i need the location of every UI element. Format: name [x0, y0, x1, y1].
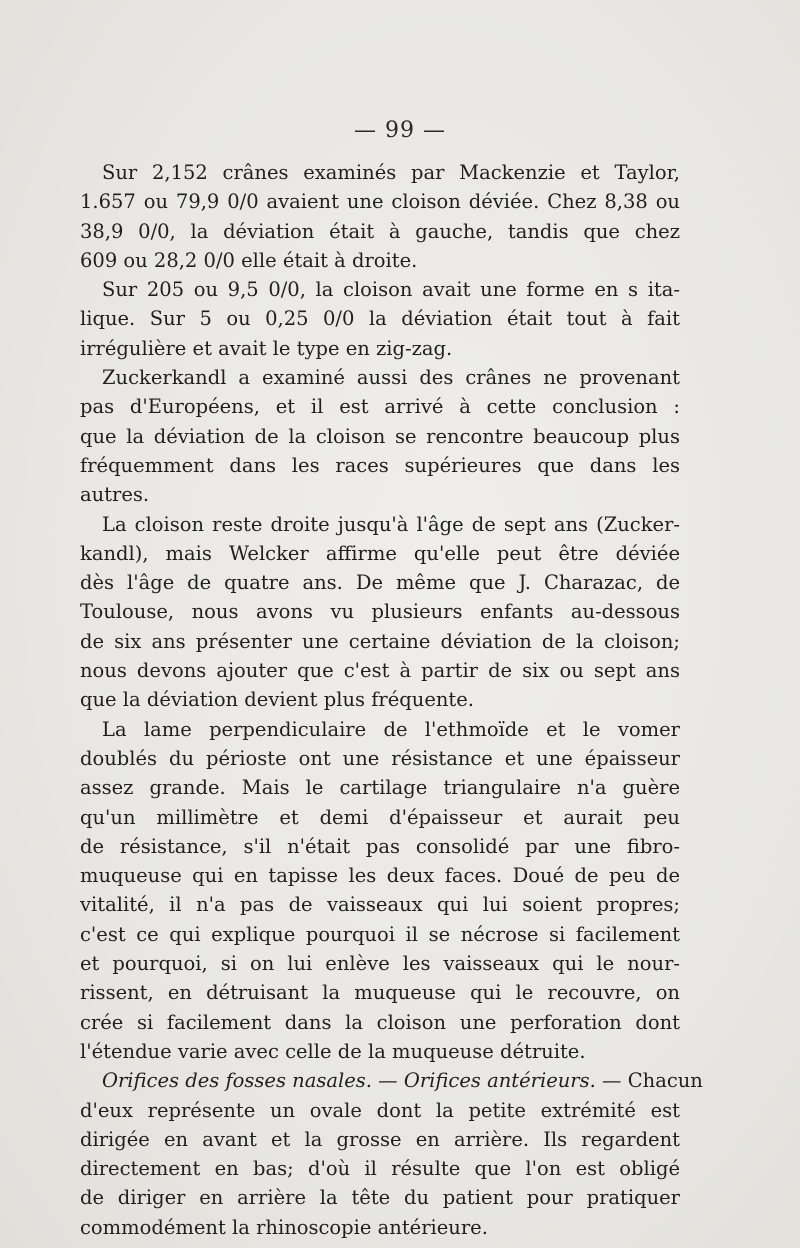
line-text: — Chacun: [595, 1069, 703, 1093]
text-line: [80, 597, 680, 626]
line-text: commodément la rhinoscopie antérieure.: [80, 1215, 488, 1239]
page-number: — 99 —: [354, 118, 446, 143]
line-text: kandl), mais Welcker affirme qu'elle peut être déviée: [80, 541, 680, 565]
text-line: [80, 334, 680, 363]
line-text: Zuckerkandl a examiné aussi des crânes ne provenant: [102, 366, 680, 390]
text-line: [80, 1008, 680, 1037]
text-line: [80, 392, 680, 421]
line-text: lique. Sur 5 ou 0,25 0/0 la déviation était tout à fait: [80, 307, 680, 331]
line-text: autres.: [80, 483, 150, 507]
line-text: assez grande. Mais le cartilage triangulaire n'a guère: [80, 776, 680, 800]
text-line: [80, 1066, 703, 1095]
text-line: [80, 187, 680, 216]
text-line: [80, 832, 680, 861]
line-text: 38,9 0/0, la déviation était à gauche, tandis que chez: [80, 219, 680, 243]
line-text: fréquemment dans les races supérieures que dans les: [80, 453, 680, 477]
text-line: [80, 949, 680, 978]
text-line: [80, 920, 680, 949]
line-text: 1.657 ou 79,9 0/0 avaient une cloison déviée. Chez 8,38 ou: [80, 190, 680, 214]
line-text: irrégulière et avait le type en zig-zag.: [80, 336, 453, 360]
line-text: de six ans présenter une certaine déviation de la cloison;: [80, 629, 680, 653]
line-text: nous devons ajouter que c'est à partir de six ou sept ans: [80, 659, 680, 683]
line-text: qu'un millimètre et demi d'épaisseur et aurait peu: [80, 805, 680, 829]
text-line: [80, 803, 680, 832]
line-text: de résistance, s'il n'était pas consolidé par une fibro-: [80, 834, 680, 858]
line-text: crée si facilement dans la cloison une perforation dont: [80, 1010, 680, 1034]
text-line: [80, 363, 680, 392]
line-text: que la déviation de la cloison se rencontre beaucoup plus: [80, 424, 680, 448]
line-text: c'est ce qui explique pourquoi il se nécrose si facilement: [80, 922, 680, 946]
line-text: muqueuse qui en tapisse les deux faces. Doué de peu de: [80, 864, 680, 888]
text-line: [80, 510, 680, 539]
text-line: [80, 773, 680, 802]
text-line: [80, 978, 680, 1007]
line-text: directement en bas; d'où il résulte que l'on est obligé: [80, 1157, 680, 1181]
line-text: Sur 205 ou 9,5 0/0, la cloison avait une forme en s ita-: [102, 278, 680, 302]
text-line: [80, 246, 680, 275]
line-text: 609 ou 28,2 0/0 elle était à droite.: [80, 248, 418, 272]
line-text: Toulouse, nous avons vu plusieurs enfants au-dessous: [80, 600, 680, 624]
line-text: rissent, en détruisant la muqueuse qui le recouvre, on: [80, 981, 680, 1005]
line-text: et pourquoi, si on lui enlève les vaisseaux qui le nour-: [80, 952, 680, 976]
text-line: [80, 1213, 680, 1242]
line-text: d'eux représente un ovale dont la petite extrémité est: [80, 1098, 680, 1122]
text-line: [80, 217, 680, 246]
text-line: [80, 1154, 680, 1183]
text-line: [80, 275, 680, 304]
text-line: [80, 568, 680, 597]
text-line: [80, 1125, 680, 1154]
text-line: [80, 627, 680, 656]
text-line: [80, 158, 680, 187]
line-text: pas d'Européens, et il est arrivé à cette conclusion :: [80, 395, 680, 419]
text-line: [80, 656, 680, 685]
text-line: [80, 1183, 680, 1212]
text-line: [80, 744, 680, 773]
line-text: dirigée en avant et la grosse en arrière. Ils regardent: [80, 1127, 680, 1151]
italic-heading: Orifices des fosses nasales. — Orifices antérieurs.: [102, 1069, 596, 1093]
line-text: doublés du périoste ont une résistance et une épaisseur: [80, 746, 680, 770]
line-text: de diriger en arrière la tête du patient pour pratiquer: [80, 1186, 680, 1210]
text-line: [80, 422, 680, 451]
text-line: [80, 451, 680, 480]
text-line: [80, 304, 680, 333]
body-text: [80, 158, 703, 1242]
line-text: l'étendue varie avec celle de la muqueuse détruite.: [80, 1039, 586, 1063]
line-text: vitalité, il n'a pas de vaisseaux qui lui soient propres;: [80, 893, 680, 917]
text-line: [80, 1037, 680, 1066]
text-line: [80, 1096, 680, 1125]
text-line: [80, 715, 680, 744]
line-text: Sur 2,152 crânes examinés par Mackenzie et Taylor,: [102, 161, 680, 184]
line-text: La lame perpendiculaire de l'ethmoïde et le vomer: [102, 717, 680, 741]
line-text: que la déviation devient plus fréquente.: [80, 688, 474, 712]
text-line: [80, 685, 680, 714]
line-text: dès l'âge de quatre ans. De même que J. Charazac, de: [80, 571, 680, 595]
text-line: [80, 861, 680, 890]
line-text: La cloison reste droite jusqu'à l'âge de sept ans (Zucker-: [102, 512, 680, 536]
text-line: [80, 890, 680, 919]
text-line: [80, 539, 680, 568]
text-line: [80, 480, 680, 509]
